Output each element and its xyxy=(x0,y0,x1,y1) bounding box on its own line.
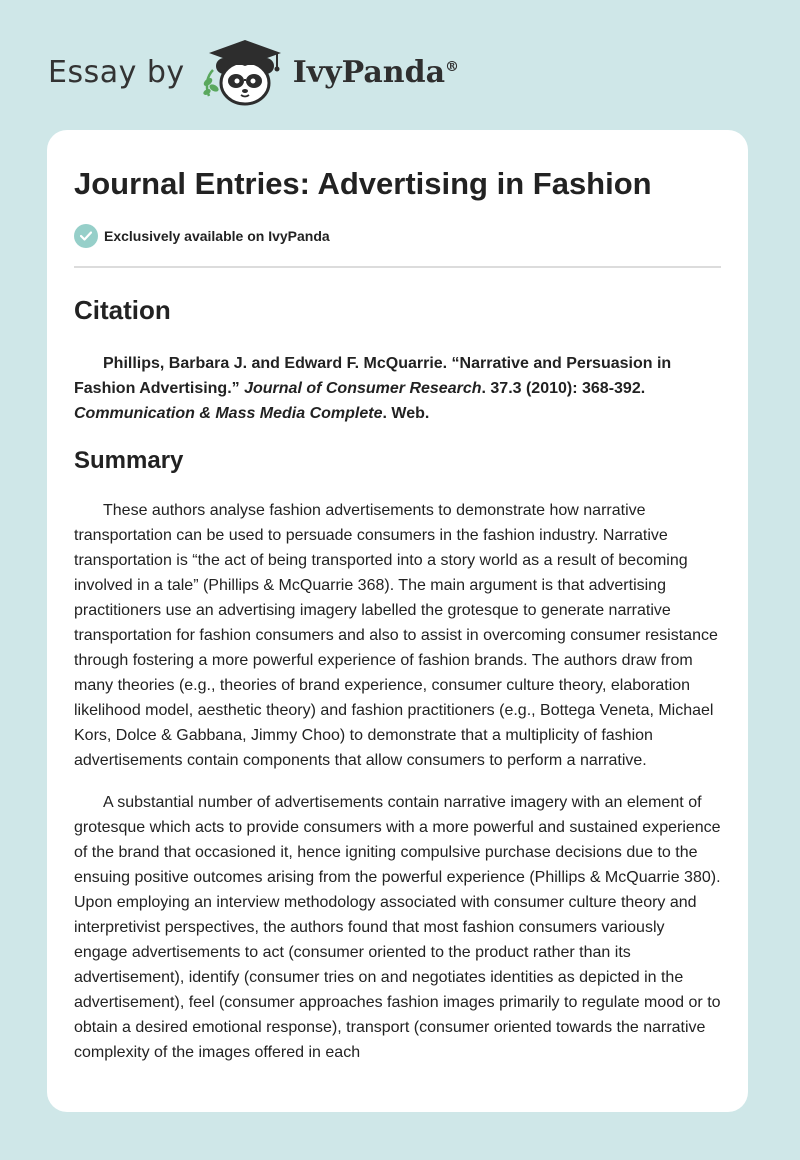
panda-graduate-icon xyxy=(199,36,291,108)
citation-text: Phillips, Barbara J. and Edward F. McQuarrie. “Narrative and Persuasion in Fashion Advertising.” Journal of Consumer Research. 37.3 (2010): 368-392. Communication & Mass Media Complete. Web. xyxy=(74,355,672,422)
site-header xyxy=(48,36,459,108)
summary-paragraph: These authors analyse fashion advertisements to demonstrate how narrative transportation can be used to persuade consumers in the fashion industry. Narrative transportation is “the act of being transported into a story world as a result of becoming involved in a tale” (Phillips & McQuarrie 368). The main argument is that advertising practitioners use an advertising imagery labelled the grotesque to generate narrative transportation for fashion consumers and also to assist in overcoming consumer resistance through fostering a more powerful experience of fashion brands. The authors draw from many theories (e.g., theories of brand experience, consumer culture theory, elaboration likelihood model, aesthetic theory) and fashion practitioners (e.g., Bottega Veneta, Michael Kors, Dolce & Gabbana, Jimmy Choo) to demonstrate that a multiplicity of fashion advertisements contain components that allow consumers to perform a narrative. xyxy=(74,502,718,769)
exclusive-label: Exclusively available on IvyPanda xyxy=(104,228,330,244)
summary-heading: Summary xyxy=(74,447,184,474)
page-title: Journal Entries: Advertising in Fashion xyxy=(74,166,652,201)
citation-heading: Citation xyxy=(74,295,171,325)
essay-card xyxy=(47,130,748,1112)
brand-name: IvyPanda® xyxy=(292,54,460,90)
database-name: Communication & Mass Media Complete xyxy=(74,405,383,422)
exclusive-badge xyxy=(74,223,721,249)
journal-name: Journal of Consumer Research xyxy=(244,380,482,397)
divider xyxy=(74,266,721,268)
essay-by-label: Essay by xyxy=(48,54,185,90)
check-icon xyxy=(74,224,98,248)
summary-paragraph: A substantial number of advertisements contain narrative imagery with an element of grotesque which acts to provide consumers with a more powerful and sustained experience of the brand that occasioned it, hence igniting compulsive purchase decisions due to the ensuing positive outcomes arising from the powerful experience (Phillips & McQuarrie 380). Upon employing an interview methodology associated with consumer culture theory and interpretivist perspectives, the authors found that most fashion consumers variously engage advertisements to act (consumer oriented to the product rather than its advertisement), identify (consumer tries on and negotiates identities as depicted in the advertisement), feel (consumer approaches fashion images primarily to regulate mood or to obtain a desired emotional response), transport (consumer oriented towards the narrative complexity of the images offered in each xyxy=(74,794,721,1061)
